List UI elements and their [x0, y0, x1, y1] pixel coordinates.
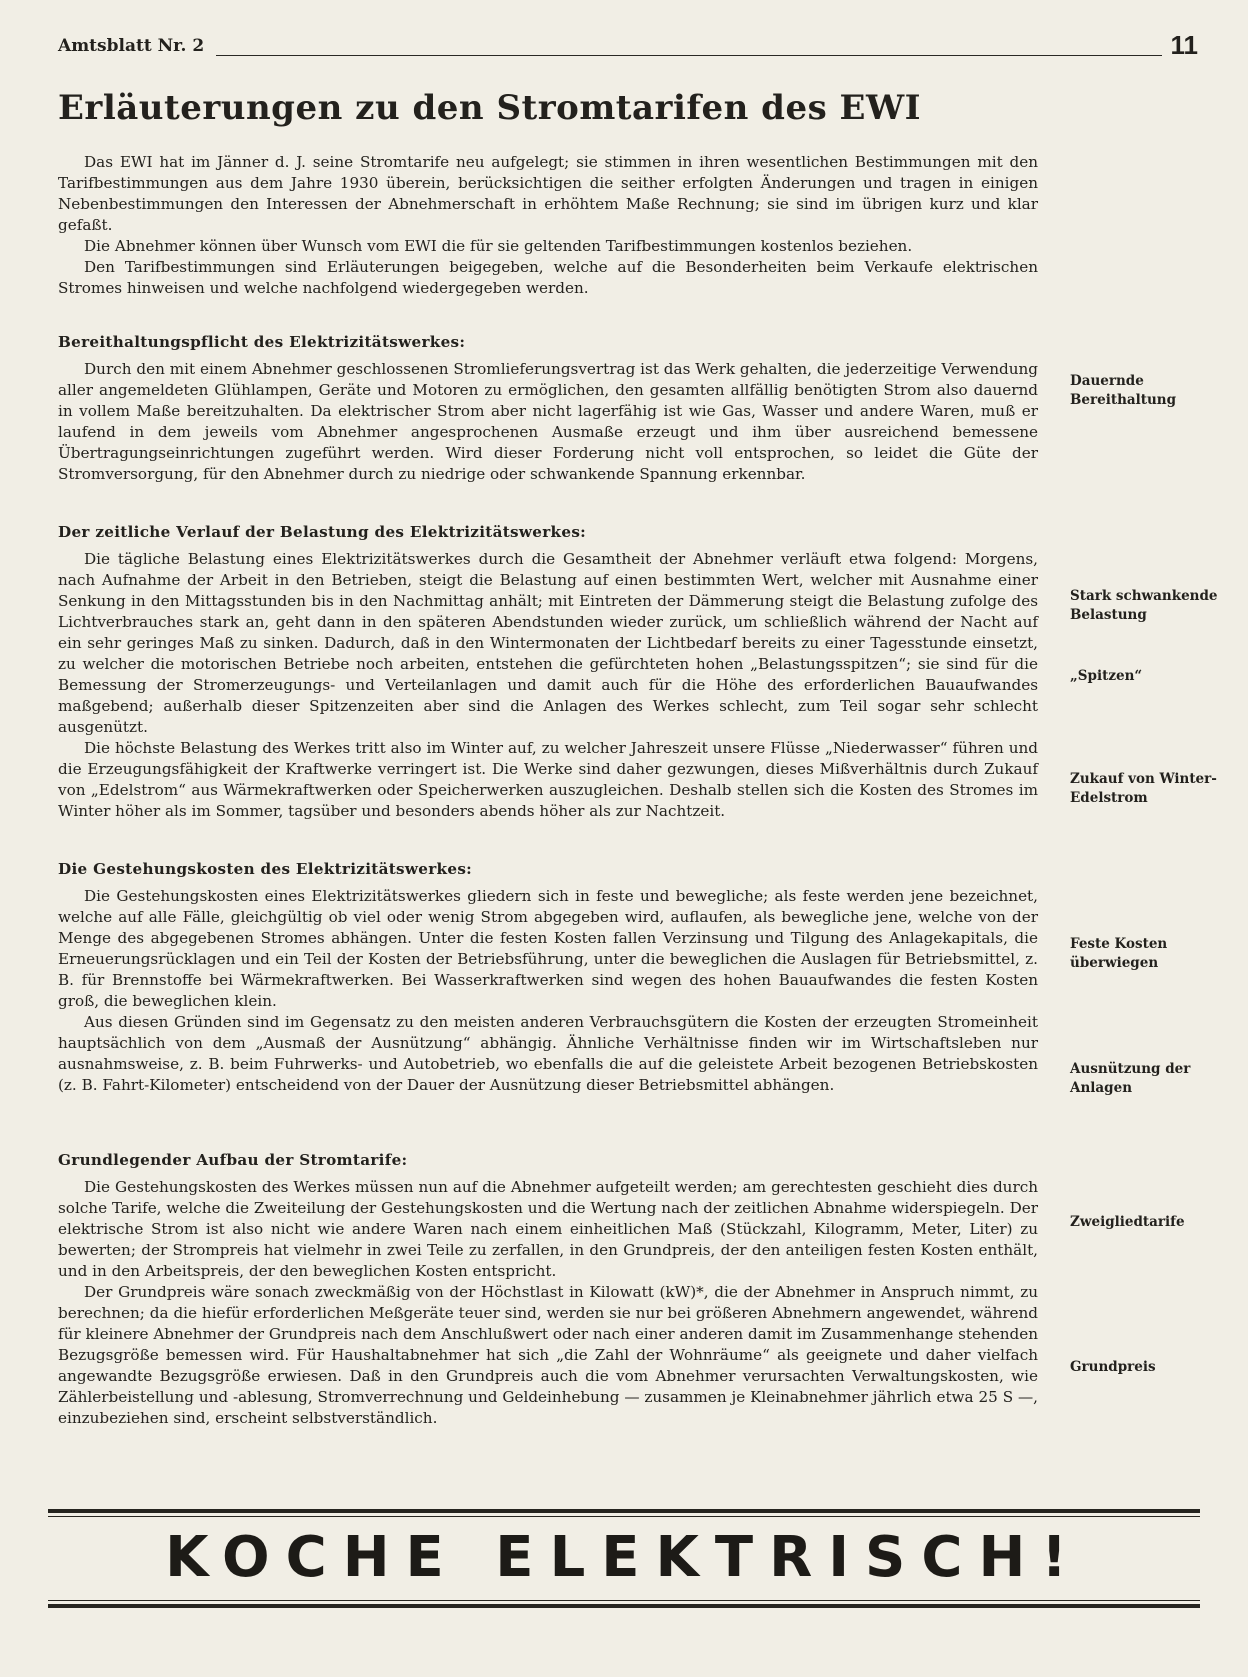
- footer-rule-bottom: [48, 1597, 1200, 1608]
- paragraph: Die Gestehungskosten des Werkes müssen nun auf die Abnehmer aufgeteilt werden; am gerechtesten geschieht dies durch solche Tarife, welche die Zweiteilung der Gestehungskosten und die Wertung nach der zeitlichen Abnahme widerspiegeln. Der elektrische Strom ist also nicht wie andere Waren nach einem einheitlichen Maß (Stückzahl, Kilogramm, Meter, Liter) zu bewerten; der Strompreis hat vielmehr in zwei Teile zu zerfallen, in den Grundpreis, der den anteiligen festen Kosten enthält, und in den Arbeitspreis, der den beweglichen Kosten entspricht.: [58, 1178, 1038, 1280]
- paragraph: Die höchste Belastung des Werkes tritt also im Winter auf, zu welcher Jahreszeit unsere Flüsse „Niederwasser“ führen und die Erzeugungsfähigkeit der Kraftwerke verringert ist. Die Werke sind daher gezwungen, dieses Mißverhältnis durch Zukauf von „Edelstrom“ aus Wärmekraftwerken oder Speicherwerken auszugleichen. Deshalb stellen sich die Kosten des Stromes im Winter höher als im Sommer, tagsüber und besonders abends höher als zur Nachtzeit.: [58, 739, 1038, 820]
- article-title: Erläuterungen zu den Stromtarifen des EWI: [58, 88, 922, 128]
- margin-note-ausnuetzung: Ausnützung der Anlagen: [1070, 1061, 1191, 1096]
- footer-slogan: KOCHE ELEKTRISCH!: [165, 1525, 1083, 1590]
- intro-paragraph-3: Den Tarifbestimmungen sind Erläuterungen beigegeben, welche auf die Besonderheiten beim Verkaufe elektrischen Stromes hinweisen und welche nachfolgend wiedergegeben werden.: [58, 258, 1038, 297]
- margin-note-spitzen: „Spitzen“: [1070, 668, 1143, 684]
- section-heading-aufbau: Grundlegender Aufbau der Stromtarife:: [58, 1151, 408, 1169]
- intro-paragraph-1: Das EWI hat im Jänner d. J. seine Stromtarife neu aufgelegt; sie stimmen in ihren wesentlichen Bestimmungen mit den Tarifbestimmungen aus dem Jahre 1930 überein, berücksichtigen die seither erfolgten Änderungen und tragen in einigen Nebenbestimmungen den Interessen der Abnehmerschaft in erhöhtem Maße Rechnung; sie sind im übrigen kurz und klar gefaßt.: [58, 153, 1038, 234]
- margin-note-grundpreis: Grundpreis: [1070, 1359, 1156, 1375]
- paragraph: Die tägliche Belastung eines Elektrizitätswerkes durch die Gesamtheit der Abnehmer verläuft etwa folgend: Morgens, nach Aufnahme der Arbeit in den Betrieben, steigt die Belastung auf einen bestimmten Wert, welcher mit Ausnahme einer Senkung in den Mittagsstunden bis in den Nachmittag anhält; mit Eintreten der Dämmerung steigt die Belastung zufolge des Lichtverbrauches stark an, geht dann in den späteren Abendstunden wieder zurück, um schließlich während der Nacht auf ein sehr geringes Maß zu sinken. Dadurch, daß in den Wintermonaten der Lichtbedarf bereits zu einer Tagesstunde einsetzt, zu welcher die motorischen Betriebe noch arbeiten, entstehen die gefürchteten hohen „Belastungsspitzen“; sie sind für die Bemessung der Stromerzeugungs- und Verteilanlagen und damit auch für die Höhe des erforderlichen Bauaufwandes maßgebend; außerhalb dieser Spitzenzeiten aber sind die Anlagen des Werkes schlecht, zum Teil sogar sehr schlecht ausgenützt.: [58, 550, 1038, 736]
- section-gestehungskosten: [58, 886, 1038, 1096]
- margin-note-zweigliedtarife: Zweigliedtarife: [1070, 1214, 1185, 1230]
- footer-rule-top: [48, 1509, 1200, 1517]
- margin-note-stark-schwankende: Stark schwankende Belastung: [1070, 588, 1218, 623]
- margin-note-dauernde-bereithaltung: Dauernde Bereithaltung: [1070, 373, 1177, 408]
- section-heading-verlauf: Der zeitliche Verlauf der Belastung des Elektrizitätswerkes:: [58, 523, 587, 541]
- page-number: 11: [1170, 30, 1198, 60]
- paragraph: Aus diesen Gründen sind im Gegensatz zu den meisten anderen Verbrauchsgütern die Kosten der erzeugten Stromeinheit hauptsächlich von dem „Ausmaß der Ausnützung“ abhängig. Ähnliche Verhältnisse finden wir im Wirtschaftsleben nur ausnahmsweise, z. B. beim Fuhrwerks- und Autobetrieb, wo ebenfalls die auf die geleistete Arbeit bezogenen Betriebskosten (z. B. Fahrt-Kilometer) entscheidend von der Dauer der Ausnützung dieser Betriebsmittel abhängen.: [58, 1013, 1038, 1094]
- section-verlauf: [58, 549, 1038, 822]
- header-rule: [216, 55, 1162, 56]
- intro-section: [58, 152, 1038, 299]
- paragraph: Der Grundpreis wäre sonach zweckmäßig von der Höchstlast in Kilowatt (kW)*, die der Abnehmer in Anspruch nimmt, zu berechnen; da die hiefür erforderlichen Meßgeräte teuer sind, werden sie nur bei größeren Abnehmern angewendet, während für kleinere Abnehmer der Grundpreis nach dem Anschlußwert oder nach einer anderen damit im Zusammenhange stehenden Bezugsgröße bemessen wird. Für Haushaltabnehmer hat sich „die Zahl der Wohnräume“ als geeignete und daher vielfach angewandte Bezugsgröße erwiesen. Daß in den Grundpreis auch die vom Abnehmer verursachten Verwaltungskosten, wie Zählerbeistellung und -ablesung, Stromverrechnung und Geldeinhebung — zusammen je Kleinabnehmer jährlich etwa 25 S —, einzubeziehen sind, erscheint selbstverständlich.: [58, 1283, 1038, 1427]
- section-aufbau: [58, 1177, 1038, 1429]
- paragraph: Die Gestehungskosten eines Elektrizitätswerkes gliedern sich in feste und bewegliche; als feste werden jene bezeichnet, welche auf alle Fälle, gleichgültig ob viel oder wenig Strom abgegeben wird, auflaufen, als bewegliche jene, welche von der Menge des abgegebenen Stromes abhängen. Unter die festen Kosten fallen Verzinsung und Tilgung des Anlagekapitals, die Erneuerungsrücklagen und ein Teil der Kosten der Betriebsführung, unter die beweglichen die Auslagen für Betriebsmittel, z. B. für Brennstoffe bei Wärmekraftwerken. Bei Wasserkraftwerken sind wegen des hohen Bauaufwandes die festen Kosten groß, die beweglichen klein.: [58, 887, 1038, 1010]
- page-header: [58, 30, 1198, 60]
- section-heading-bereithaltung: Bereithaltungspflicht des Elektrizitätswerkes:: [58, 333, 466, 351]
- intro-paragraph-2: Die Abnehmer können über Wunsch vom EWI die für sie geltenden Tarifbestimmungen kostenlos beziehen.: [84, 237, 913, 255]
- margin-note-feste-kosten: Feste Kosten überwiegen: [1070, 936, 1168, 971]
- section-heading-gestehungskosten: Die Gestehungskosten des Elektrizitätswerkes:: [58, 860, 473, 878]
- margin-note-zukauf: Zukauf von Winter-Edelstrom: [1070, 771, 1217, 806]
- paragraph: Durch den mit einem Abnehmer geschlossenen Stromlieferungsvertrag ist das Werk gehalten, die jederzeitige Verwendung aller angemeldeten Glühlampen, Geräte und Motoren zu ermöglichen, den gesamten allfällig benötigten Strom also dauernd in vollem Maße bereitzuhalten. Da elektrischer Strom aber nicht lagerfähig ist wie Gas, Wasser und andere Waren, muß er laufend in dem jeweils vom Abnehmer angesprochenen Ausmaße erzeugt und ihm über ausreichend bemessene Übertragungseinrichtungen zugeführt werden. Wird dieser Forderung nicht voll entsprochen, so leidet die Güte der Stromversorgung, für den Abnehmer durch zu niedrige oder schwankende Spannung erkennbar.: [58, 360, 1038, 483]
- publication-title: Amtsblatt Nr. 2: [58, 36, 205, 56]
- section-bereithaltung: [58, 359, 1038, 485]
